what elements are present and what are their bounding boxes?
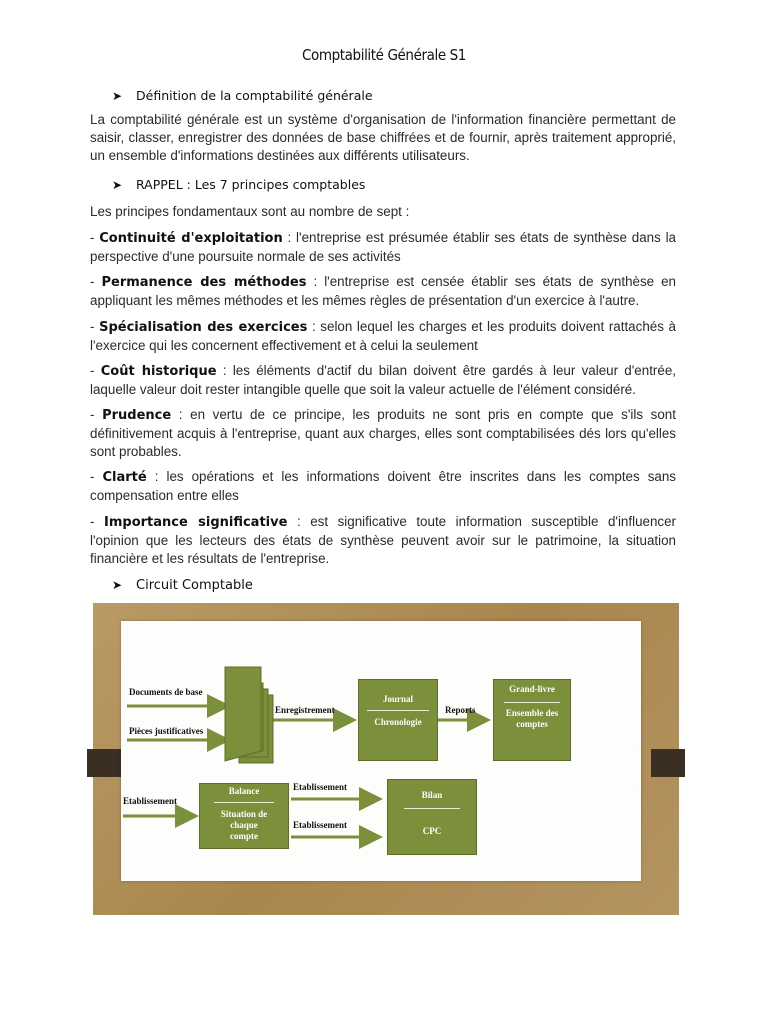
box-grand-livre-sub2: comptes <box>516 719 548 729</box>
frame-tab-left <box>87 749 121 777</box>
divider <box>214 802 274 803</box>
heading-definition <box>112 88 373 103</box>
label-documents-de-base: Documents de base <box>129 687 203 697</box>
diagram-canvas <box>121 621 641 881</box>
principle-prudence: - Prudence : en vertu de ce principe, les produits ne sont pris en compte que s'ils sont définitivement acquis à l'entreprise, quant aux charges, elles sont comptabilisées dés lors qu'elles sont probables. <box>90 407 676 459</box>
arrow-bullet-icon: ➤ <box>112 578 123 592</box>
principle-term: Permanence des méthodes <box>101 275 307 290</box>
heading-circuit <box>112 578 253 593</box>
box-bilan-cpc <box>387 779 477 855</box>
principle-text: : l'entreprise est censée établir ses états de synthèse en appliquant les mêmes méthodes et les mêmes règles de présentation d'un exercice à l'autre. <box>90 274 676 308</box>
principle-text: : l'entreprise est présumée établir ses états de synthèse dans la perspective d'une poursuite normale de ses activités <box>90 230 677 264</box>
heading-text: Définition de la comptabilité générale <box>136 88 373 103</box>
box-balance-sub1: Situation de <box>220 809 268 819</box>
box-journal <box>358 679 438 761</box>
intro-paragraph: Les principes fondamentaux sont au nombre de sept : <box>90 204 410 219</box>
divider <box>404 808 460 809</box>
arrow-bullet-icon: ➤ <box>112 89 123 103</box>
box-balance <box>199 783 289 849</box>
principle-term: Coût historique <box>100 364 217 379</box>
box-journal-sub: Chronologie <box>374 717 422 727</box>
label-enregistrement: Enregistrement <box>275 705 335 715</box>
divider <box>504 702 560 703</box>
box-grand-livre-sub1: Ensemble des <box>505 708 559 718</box>
principle-text: : les éléments d'actif du bilan doivent être gardés à leur valeur d'entrée, laquelle valeur doit rester intangible quelle que soit la valeur actuelle de l'élément considéré. <box>90 363 677 397</box>
heading-rappel <box>112 177 365 192</box>
box-bilan-title: Bilan <box>421 790 443 800</box>
principle-text: : selon lequel les charges et les produits doivent rattachés à l'exercice qui les concernent effectivement et à celui la seulement <box>90 319 676 353</box>
box-balance-title: Balance <box>228 786 260 796</box>
principle-term: Spécialisation des exercices <box>99 320 308 335</box>
principle-term: Clarté <box>102 470 147 485</box>
frame-tab-right <box>651 749 685 777</box>
page-title: Comptabilité Générale S1 <box>302 46 466 64</box>
principle-text: : les opérations et les informations doivent être inscrites dans les comptes sans compensation entre elles <box>90 469 676 503</box>
box-grand-livre-title: Grand-livre <box>509 684 555 694</box>
label-etablissement-bilan: Etablissement <box>293 782 347 792</box>
arrow-bullet-icon: ➤ <box>112 178 123 192</box>
label-reports: Reports <box>445 705 476 715</box>
box-cpc-title: CPC <box>422 826 442 836</box>
circuit-diagram <box>93 603 679 915</box>
principle-cout-historique: - Coût historique : les éléments d'actif du bilan doivent être gardés à leur valeur d'entrée, laquelle valeur doit rester intangible quelle que soit la valeur actuelle de l'élément considéré. <box>90 363 677 397</box>
principle-term: Importance significative <box>104 515 288 530</box>
divider <box>367 710 429 711</box>
principle-clarte: - Clarté : les opérations et les informations doivent être inscrites dans les comptes sans compensation entre elles <box>90 469 676 503</box>
label-etablissement-left: Etablissement <box>123 796 177 806</box>
principle-permanence: - Permanence des méthodes : l'entreprise est censée établir ses états de synthèse en appliquant les mêmes méthodes et les mêmes règles de présentation d'un exercice à l'autre. <box>90 274 676 308</box>
definition-paragraph: La comptabilité générale est un système d'organisation de l'information financière permettant de saisir, classer, enregistrer des données de base chiffrées et de fournir, après traitement approprié, un ensemble d'informations destinées aux différents utilisateurs. <box>90 112 676 163</box>
principle-continuite: - Continuité d'exploitation : l'entreprise est présumée établir ses états de synthèse dans la perspective d'une poursuite normale de ses activités <box>90 230 677 264</box>
principle-term: Prudence <box>102 408 172 423</box>
heading-text: Circuit Comptable <box>136 578 253 593</box>
label-etablissement-cpc: Etablissement <box>293 820 347 830</box>
principle-specialisation: - Spécialisation des exercices : selon lequel les charges et les produits doivent rattachés à l'exercice qui les concernent effectivement et à celui la seulement <box>90 319 676 353</box>
principle-text: : est significative toute information susceptible d'influencer l'opinion que les lecteurs des états de synthèse peuvent avoir sur le patrimoine, la situation financière et les résultats de l'entreprise. <box>90 514 677 566</box>
heading-text: RAPPEL : Les 7 principes comptables <box>136 177 366 192</box>
principle-text: : en vertu de ce principe, les produits ne sont pris en compte que s'ils sont définitivement acquis à l'entreprise, quant aux charges, elles sont comptabilisées dés lors qu'elles sont probables. <box>90 407 676 459</box>
principle-term: Continuité d'exploitation <box>99 231 283 246</box>
principle-importance: - Importance significative : est significative toute information susceptible d'influencer l'opinion que les lecteurs des états de synthèse peuvent avoir sur le patrimoine, la situation financière et les résultats de l'entreprise. <box>90 514 677 566</box>
box-grand-livre <box>493 679 571 761</box>
box-balance-sub3: compte <box>230 831 258 841</box>
box-balance-sub2: chaque <box>230 820 258 830</box>
box-journal-title: Journal <box>382 694 413 704</box>
label-pieces-justificatives: Pièces justificatives <box>129 726 204 736</box>
